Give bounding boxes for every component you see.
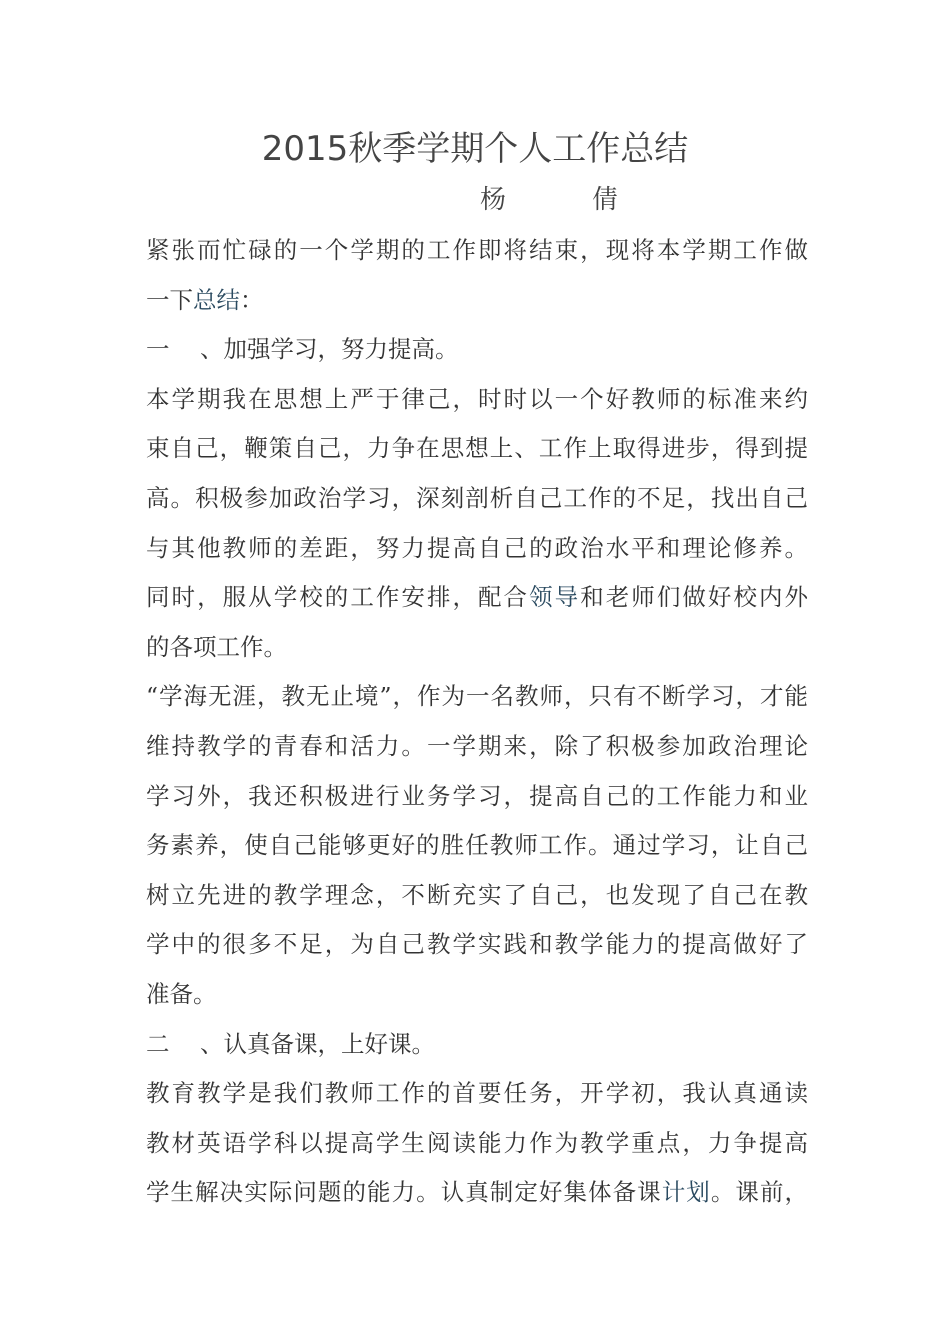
author-name xyxy=(480,180,618,220)
section-number: 二 xyxy=(146,1029,170,1058)
paragraph-text: 。课前， xyxy=(710,1178,808,1207)
paragraph-line: 务素养，使自己能够更好的胜任教师工作。通过学习，让自己 xyxy=(146,831,808,860)
paragraph-line xyxy=(146,1168,808,1218)
intro-line: 紧张而忙碌的一个学期的工作即将结束，现将本学期工作做 xyxy=(146,236,808,264)
paragraph-text: 同时，服从学校的工作安排，配合 xyxy=(146,583,530,612)
paragraph-line: 本学期我在思想上严于律己，时时以一个好教师的标准来约 xyxy=(146,384,808,413)
section-heading-2 xyxy=(146,1020,808,1070)
paragraph-line: 准备。 xyxy=(146,979,217,1008)
paragraph-line: 学中的很多不足，为自己教学实践和教学能力的提高做好了 xyxy=(146,930,808,959)
summary-link[interactable]: 总结 xyxy=(193,285,240,314)
paragraph-line: 教材英语学科以提高学生阅读能力作为教学重点，力争提高 xyxy=(146,1128,808,1157)
paragraph-line: 树立先进的教学理念，不断充实了自己，也发现了自己在教 xyxy=(146,880,808,909)
paragraph-line: 教育教学是我们教师工作的首要任务，开学初，我认真通读 xyxy=(146,1079,808,1108)
section-heading-1 xyxy=(146,325,808,375)
author-char-1: 杨 xyxy=(480,185,507,215)
plan-link[interactable]: 计划 xyxy=(661,1178,711,1207)
paragraph-line: 与其他教师的差距，努力提高自己的政治水平和理论修养。 xyxy=(146,533,808,562)
document-body xyxy=(146,226,808,1218)
intro-text: 一下 xyxy=(146,285,193,314)
paragraph-line: “学海无涯，教无止境”，作为一名教师，只有不断学习，才能 xyxy=(146,682,808,711)
intro-text: ： xyxy=(240,285,264,314)
paragraph-text: 和老师们做好校内外 xyxy=(580,583,808,612)
paragraph-line: 束自己，鞭策自己，力争在思想上、工作上取得进步，得到提 xyxy=(146,434,808,463)
leadership-link[interactable]: 领导 xyxy=(529,583,581,612)
paragraph-line: 维持教学的青春和活力。一学期来，除了积极参加政治理论 xyxy=(146,731,808,760)
paragraph-line: 高。积极参加政治学习，深刻剖析自己工作的不足，找出自己 xyxy=(146,483,808,512)
author-char-2: 倩 xyxy=(592,185,619,215)
section-heading-text: 、加强学习，努力提高。 xyxy=(200,335,459,364)
paragraph-line: 学习外，我还积极进行业务学习，提高自己的工作能力和业 xyxy=(146,781,808,810)
intro-line xyxy=(146,276,808,326)
paragraph-text: 学生解决实际问题的能力。认真制定好集体备课 xyxy=(146,1178,662,1207)
section-number: 一 xyxy=(146,335,170,364)
section-heading-text: 、认真备课，上好课。 xyxy=(200,1029,435,1058)
paragraph-line xyxy=(146,573,808,623)
paragraph-line: 的各项工作。 xyxy=(146,632,287,661)
page-title: 2015秋季学期个人工作总结 xyxy=(261,129,689,169)
